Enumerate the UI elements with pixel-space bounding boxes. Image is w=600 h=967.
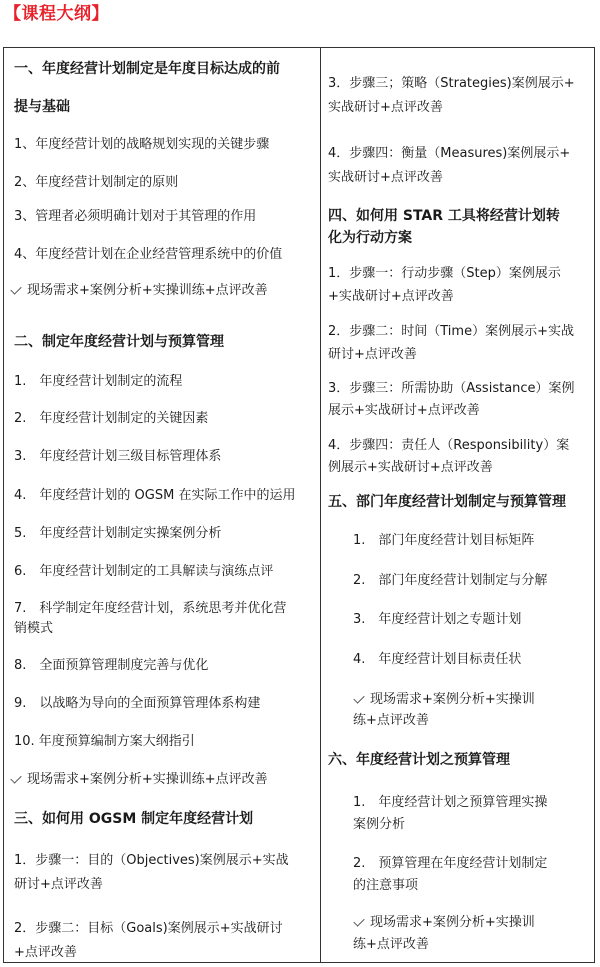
list-item: 1．步骤一：目的（Objectives)案例展示+实战 xyxy=(14,853,289,868)
list-item-cont: 展示+实战研讨+点评改善 xyxy=(328,403,480,418)
list-item-cont: 实战研讨+点评改善 xyxy=(328,100,443,115)
practice-note-cont: 练+点评改善 xyxy=(353,937,429,952)
list-item: 2、年度经营计划制定的原则 xyxy=(14,175,179,190)
section-5-heading: 五、部门年度经营计划制定与预算管理 xyxy=(328,494,566,510)
section-1-heading: 一、年度经营计划制定是年度目标达成的前 xyxy=(14,61,280,77)
list-item-cont: 的注意事项 xyxy=(353,878,419,893)
list-item: 1、年度经营计划的战略规划实现的关键步骤 xyxy=(14,137,270,152)
list-item: 5. 年度经营计划制定实操案例分析 xyxy=(14,526,222,541)
list-item: 2. 预算管理在年度经营计划制定 xyxy=(353,856,548,871)
list-item: 8. 全面预算管理制度完善与优化 xyxy=(14,658,209,673)
list-item-cont: 案例分析 xyxy=(353,817,406,832)
practice-note xyxy=(353,912,535,934)
list-item: 3．步骤三；策略（Strategies)案例展示+ xyxy=(328,76,575,91)
list-item: 2. 部门年度经营计划制定与分解 xyxy=(353,573,548,588)
list-item: 1. 年度经营计划之预算管理实操 xyxy=(353,795,548,810)
list-item-cont: +实战研讨+点评改善 xyxy=(328,289,454,304)
course-outline-table xyxy=(3,47,595,963)
list-item-cont: 例展示+实战研讨+点评改善 xyxy=(328,460,493,475)
practice-note xyxy=(10,769,268,791)
list-item: 2. 年度经营计划制定的关键因素 xyxy=(14,411,209,426)
list-item-cont: 销模式 xyxy=(14,621,54,636)
list-item: 6. 年度经营计划制定的工具解读与演练点评 xyxy=(14,564,274,579)
list-item: 1. 年度经营计划制定的流程 xyxy=(14,374,183,389)
list-item: 3．步骤三：所需协助（Assistance）案例 xyxy=(328,381,575,396)
right-column xyxy=(321,48,594,962)
section-4-heading-cont: 化为行动方案 xyxy=(328,230,412,246)
list-item: 1．步骤一：行动步骤（Step）案例展示 xyxy=(328,266,561,281)
list-item: 4. 年度经营计划目标责任状 xyxy=(353,652,522,667)
list-item: 3、管理者必须明确计划对于其管理的作用 xyxy=(14,209,257,224)
practice-note-text: 现场需求+案例分析+实操训练+点评改善 xyxy=(27,283,268,298)
list-item-cont: +点评改善 xyxy=(14,945,77,960)
section-2-heading: 二、制定年度经营计划与预算管理 xyxy=(14,334,224,350)
list-item-cont: 研讨+点评改善 xyxy=(328,347,417,362)
checkmark-icon xyxy=(353,692,364,703)
list-item-cont: 实战研讨+点评改善 xyxy=(328,170,443,185)
list-item: 10. 年度预算编制方案大纲指引 xyxy=(14,734,195,749)
checkmark-icon xyxy=(353,915,364,926)
list-item: 4、年度经营计划在企业经营管理系统中的价值 xyxy=(14,247,283,262)
checkmark-icon xyxy=(10,283,21,294)
list-item: 4．步骤四：责任人（Responsibility）案 xyxy=(328,438,570,453)
section-1-heading-cont: 提与基础 xyxy=(14,99,70,115)
list-item: 4. 年度经营计划的 OGSM 在实际工作中的运用 xyxy=(14,488,296,503)
list-item: 3. 年度经营计划之专题计划 xyxy=(353,612,522,627)
list-item: 7. 科学制定年度经营计划，系统思考并优化营 xyxy=(14,601,287,616)
practice-note xyxy=(353,689,535,711)
practice-note-text: 现场需求+案例分析+实操训练+点评改善 xyxy=(27,772,268,787)
list-item-cont: 研讨+点评改善 xyxy=(14,877,103,892)
list-item: 1. 部门年度经营计划目标矩阵 xyxy=(353,533,535,548)
practice-note-text: 现场需求+案例分析+实操训 xyxy=(370,692,535,707)
left-column xyxy=(4,48,320,962)
page-title: 【课程大纲】 xyxy=(4,4,109,24)
list-item: 2．步骤二：目标（Goals)案例展示+实战研讨 xyxy=(14,921,283,936)
checkmark-icon xyxy=(10,772,21,783)
practice-note xyxy=(10,280,268,302)
list-item: 2．步骤二：时间（Time）案例展示+实战 xyxy=(328,324,574,339)
section-3-heading: 三、如何用 OGSM 制定年度经营计划 xyxy=(14,811,254,827)
practice-note-text: 现场需求+案例分析+实操训 xyxy=(370,915,535,930)
list-item: 3. 年度经营计划三级目标管理体系 xyxy=(14,449,222,464)
list-item: 4．步骤四：衡量（Measures)案例展示+ xyxy=(328,146,571,161)
practice-note-cont: 练+点评改善 xyxy=(353,713,429,728)
section-4-heading: 四、如何用 STAR 工具将经营计划转 xyxy=(328,208,560,224)
section-6-heading: 六、年度经营计划之预算管理 xyxy=(328,752,510,768)
list-item: 9. 以战略为导向的全面预算管理体系构建 xyxy=(14,696,261,711)
